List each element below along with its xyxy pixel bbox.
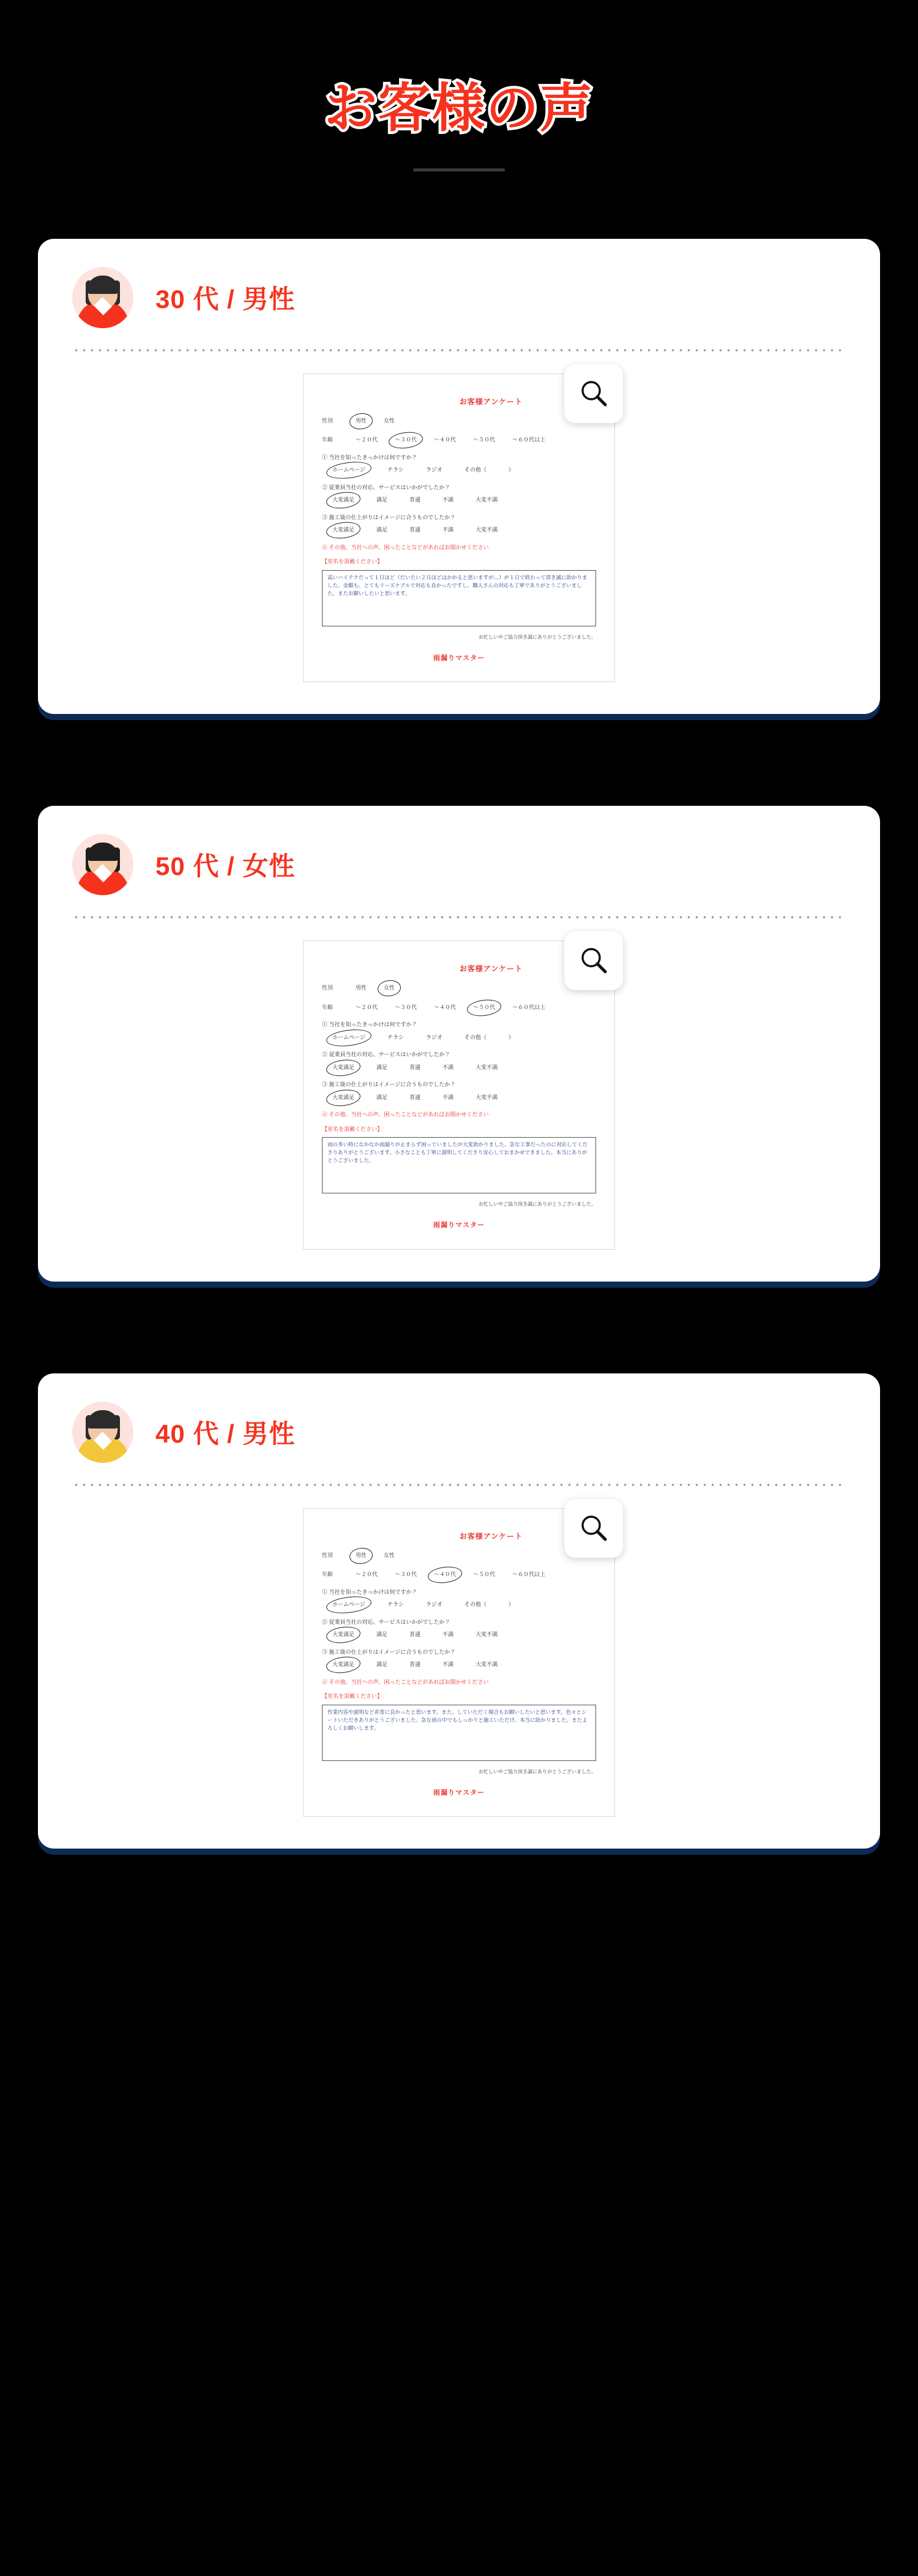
survey_common.gender_options-option[interactable]: 女性 bbox=[384, 1552, 395, 1558]
survey_common.q3_options-option[interactable]: 満足 bbox=[376, 1094, 388, 1100]
magnifier-icon[interactable] bbox=[564, 1499, 623, 1558]
survey_common.q1_options-option[interactable]: ） bbox=[508, 467, 514, 473]
survey_common.q1_options-option[interactable]: ホームページ bbox=[328, 1599, 370, 1610]
gender-row bbox=[322, 1550, 596, 1561]
testimonial-50s-female bbox=[38, 806, 880, 1282]
card-divider bbox=[72, 349, 846, 351]
survey_common.q3_options-option[interactable]: 普通 bbox=[409, 527, 421, 533]
survey_common.age_options-option[interactable]: ～２０代 bbox=[356, 1004, 378, 1010]
question-2-answers bbox=[322, 495, 596, 506]
question-2: ② 従業員当社の対応、サービスはいかがでしたか？ bbox=[322, 1618, 450, 1625]
brand-name: 雨漏りマスター bbox=[433, 1789, 485, 1797]
avatar bbox=[72, 1402, 133, 1463]
comment-text: 雨の多い時になかなか雨漏りが止まらず困っていましたが大変助かりました。急な工事だったのに対応してくださりありがとうございます。小さなことも丁寧に説明してくださり安心しておまかせできました。本当にありがとうございました。 bbox=[322, 1137, 596, 1193]
survey-title: お客様アンケート bbox=[459, 1531, 523, 1541]
survey_common.age_options-option[interactable]: ～４０代 bbox=[434, 437, 457, 443]
gender-label: 性別 bbox=[322, 985, 334, 991]
survey_common.q3_options-option[interactable]: 大変不満 bbox=[476, 1094, 498, 1100]
survey_common.age_options-option[interactable]: ～４０代 bbox=[430, 1569, 460, 1580]
survey_common.q3_options-option[interactable]: 大変満足 bbox=[328, 525, 359, 536]
comment-text: 作業内容や説明など非常に良かったと思います。また、していただく場合もお願いしたいと思います。色々とシートいただきありがとうございました。急な雨の中でもしっかりと施工いただけ、本当に助かりました。またよろしくお願いします。 bbox=[322, 1705, 596, 1761]
testimonial-card-list bbox=[0, 239, 918, 1923]
survey_common.q1_options-option[interactable]: ラジオ bbox=[425, 467, 442, 473]
card-header bbox=[72, 1402, 846, 1463]
avatar bbox=[72, 834, 133, 895]
survey_common.q2_options-option[interactable]: 不満 bbox=[442, 497, 454, 503]
survey_common.q3_options-option[interactable]: 大変不満 bbox=[476, 1661, 498, 1668]
survey_common.age_options-option[interactable]: ～５０代 bbox=[473, 437, 496, 443]
survey_common.q3_options-option[interactable]: 不満 bbox=[442, 1661, 454, 1668]
thanks-text: お忙しい中ご協力頂き誠にありがとうございました。 bbox=[479, 1201, 596, 1207]
question-3-answers bbox=[322, 1092, 596, 1103]
survey_common.q2_options-option[interactable]: 大変不満 bbox=[476, 497, 498, 503]
age-label: 年齢 bbox=[322, 1004, 334, 1010]
card-title: 50 代 / 女性 bbox=[155, 852, 296, 881]
testimonial-30s-male bbox=[38, 239, 880, 715]
comment-text: 高いハイテクだって１日ほど（だいたい２日ほどはかかると思いますが…）が１日で終わって頂き誠に助かりました。金額も、とてもリーズナブルで対応も良かったですし、職人さんの対応も丁寧でありがとうございました。またお願いしたいと思います。 bbox=[322, 570, 596, 626]
gender-label: 性別 bbox=[322, 1552, 334, 1558]
survey_common.q3_options-option[interactable]: 不満 bbox=[442, 527, 454, 533]
survey_common.age_options-option[interactable]: ～２０代 bbox=[356, 1571, 378, 1578]
survey_common.q2_options-option[interactable]: 不満 bbox=[442, 1631, 454, 1638]
survey_common.q1_options-option[interactable]: ラジオ bbox=[425, 1034, 442, 1040]
survey_common.q1_options-option[interactable]: ホームページ bbox=[328, 1032, 370, 1043]
card-divider bbox=[72, 1484, 846, 1486]
question-3: ③ 施工後の仕上がりはイメージに合うものでしたか？ bbox=[322, 1648, 456, 1655]
avatar-hair bbox=[87, 276, 119, 294]
thanks-text: お忙しい中ご協力頂き誠にありがとうございました。 bbox=[479, 1768, 596, 1774]
survey-title: お客様アンケート bbox=[459, 397, 523, 406]
survey_common.q3_options-option[interactable]: 大変不満 bbox=[476, 527, 498, 533]
question-1-answers bbox=[322, 1032, 596, 1043]
age-label: 年齢 bbox=[322, 437, 334, 443]
survey_common.age_options-option[interactable]: ～２０代 bbox=[356, 437, 378, 443]
question-2: ② 従業員当社の対応、サービスはいかがでしたか？ bbox=[322, 484, 450, 490]
gender-label: 性別 bbox=[322, 417, 334, 424]
age-row bbox=[322, 1569, 596, 1580]
survey-sheet[interactable] bbox=[303, 374, 615, 683]
survey_common.q1_options-option[interactable]: ） bbox=[508, 1034, 514, 1040]
question-4: ④ その他、当社への声、困ったことなどがあればお聞かせください bbox=[322, 544, 489, 550]
survey_common.q1_options-option[interactable]: チラシ bbox=[387, 1601, 404, 1608]
survey_common.gender_options-option[interactable]: 男性 bbox=[356, 985, 367, 991]
card-title: 30 代 / 男性 bbox=[155, 284, 296, 314]
question-1-answers bbox=[322, 465, 596, 476]
age-row bbox=[322, 435, 596, 446]
survey_common.q3_options-option[interactable]: 普通 bbox=[409, 1094, 421, 1100]
avatar-hair bbox=[87, 1410, 119, 1429]
card-header bbox=[72, 267, 846, 328]
comment-note: 【室名を頂戴ください】 bbox=[322, 1125, 383, 1132]
gender-row bbox=[322, 416, 596, 427]
survey_common.q3_options-option[interactable]: 不満 bbox=[442, 1094, 454, 1100]
survey_common.q2_options-option[interactable]: 満足 bbox=[376, 497, 388, 503]
question-1-answers bbox=[322, 1599, 596, 1610]
survey_common.q2_options-option[interactable]: 大変満足 bbox=[328, 1062, 359, 1073]
survey_common.age_options-option[interactable]: ～６０代以上 bbox=[512, 1571, 546, 1578]
survey_common.age_options-option[interactable]: ～５０代 bbox=[469, 1002, 499, 1013]
survey_common.q1_options-option[interactable]: その他（ bbox=[464, 1601, 487, 1608]
question-3-answers bbox=[322, 1659, 596, 1670]
survey_common.q2_options-option[interactable]: 満足 bbox=[376, 1631, 388, 1638]
survey_common.q2_options-option[interactable]: 大変不満 bbox=[476, 1064, 498, 1070]
survey_common.age_options-option[interactable]: ～４０代 bbox=[434, 1004, 457, 1010]
age-row bbox=[322, 1002, 596, 1013]
survey_common.q2_options-option[interactable]: 大変不満 bbox=[476, 1631, 498, 1638]
survey_common.q2_options-option[interactable]: 不満 bbox=[442, 1064, 454, 1070]
card-divider bbox=[72, 916, 846, 918]
survey_common.q1_options-option[interactable]: ラジオ bbox=[425, 1601, 442, 1608]
survey_common.q1_options-option[interactable]: その他（ bbox=[464, 467, 487, 473]
survey_common.age_options-option[interactable]: ～３０代 bbox=[395, 1004, 417, 1010]
survey_common.age_options-option[interactable]: ～３０代 bbox=[390, 435, 421, 446]
survey-title: お客様アンケート bbox=[459, 964, 523, 974]
question-4: ④ その他、当社への声、困ったことなどがあればお聞かせください bbox=[322, 1678, 489, 1685]
comment-note: 【室名を頂戴ください】 bbox=[322, 1693, 383, 1700]
survey_common.q2_options-option[interactable]: 大変満足 bbox=[328, 1629, 359, 1640]
survey_common.q3_options-option[interactable]: 大変満足 bbox=[328, 1092, 359, 1103]
brand-name: 雨漏りマスター bbox=[433, 1222, 485, 1230]
question-4: ④ その他、当社への声、困ったことなどがあればお聞かせください bbox=[322, 1111, 489, 1118]
survey_common.q2_options-option[interactable]: 普通 bbox=[409, 1064, 421, 1070]
survey_common.q1_options-option[interactable]: チラシ bbox=[387, 1034, 404, 1040]
question-1: ① 当社を知ったきっかけは何ですか？ bbox=[322, 454, 417, 460]
card-header bbox=[72, 834, 846, 895]
card-title: 40 代 / 男性 bbox=[155, 1419, 296, 1448]
survey-sheet[interactable] bbox=[303, 1508, 615, 1817]
page-title: お客様の声 bbox=[324, 79, 594, 138]
survey_common.age_options-option[interactable]: ～６０代以上 bbox=[512, 1004, 546, 1010]
survey_common.gender_options-option[interactable]: 女性 bbox=[384, 417, 395, 424]
survey_common.q1_options-option[interactable]: ホームページ bbox=[328, 465, 370, 476]
brand-name: 雨漏りマスター bbox=[433, 654, 485, 662]
magnifier-icon[interactable] bbox=[564, 364, 623, 423]
age-label: 年齢 bbox=[322, 1571, 334, 1578]
survey_common.q3_options-option[interactable]: 満足 bbox=[376, 527, 388, 533]
survey-sheet[interactable] bbox=[303, 941, 615, 1250]
comment-note: 【室名を頂戴ください】 bbox=[322, 558, 383, 565]
survey_common.age_options-option[interactable]: ～６０代以上 bbox=[512, 437, 546, 443]
survey_common.q1_options-option[interactable]: ） bbox=[508, 1601, 514, 1608]
survey_common.q3_options-option[interactable]: 満足 bbox=[376, 1661, 388, 1668]
question-1: ① 当社を知ったきっかけは何ですか？ bbox=[322, 1588, 417, 1595]
question-2-answers bbox=[322, 1062, 596, 1073]
survey_common.gender_options-option[interactable]: 男性 bbox=[351, 1550, 371, 1561]
magnifier-icon[interactable] bbox=[564, 931, 623, 990]
title-underline bbox=[413, 168, 505, 171]
survey_common.q1_options-option[interactable]: その他（ bbox=[464, 1034, 487, 1040]
survey_common.q3_options-option[interactable]: 大変満足 bbox=[328, 1659, 359, 1670]
page-header bbox=[0, 0, 918, 171]
survey_common.q1_options-option[interactable]: チラシ bbox=[387, 467, 404, 473]
survey_common.gender_options-option[interactable]: 男性 bbox=[351, 416, 371, 427]
question-2-answers bbox=[322, 1629, 596, 1640]
thanks-text: お忙しい中ご協力頂き誠にありがとうございました。 bbox=[479, 634, 596, 640]
testimonial-40s-male bbox=[38, 1373, 880, 1849]
survey-image-wrap bbox=[72, 941, 846, 1250]
survey-image-wrap bbox=[72, 1508, 846, 1817]
survey-image-wrap bbox=[72, 374, 846, 683]
question-3: ③ 施工後の仕上がりはイメージに合うものでしたか？ bbox=[322, 1081, 456, 1088]
survey_common.age_options-option[interactable]: ～５０代 bbox=[473, 1571, 496, 1578]
question-3-answers bbox=[322, 525, 596, 536]
question-1: ① 当社を知ったきっかけは何ですか？ bbox=[322, 1021, 417, 1028]
survey_common.age_options-option[interactable]: ～３０代 bbox=[395, 1571, 417, 1578]
avatar bbox=[72, 267, 133, 328]
gender-row bbox=[322, 983, 596, 994]
survey_common.q2_options-option[interactable]: 普通 bbox=[409, 1631, 421, 1638]
survey_common.q2_options-option[interactable]: 大変満足 bbox=[328, 495, 359, 506]
survey_common.q2_options-option[interactable]: 満足 bbox=[376, 1064, 388, 1070]
survey_common.q3_options-option[interactable]: 普通 bbox=[409, 1661, 421, 1668]
survey_common.gender_options-option[interactable]: 女性 bbox=[379, 983, 399, 994]
question-2: ② 従業員当社の対応、サービスはいかがでしたか？ bbox=[322, 1051, 450, 1058]
avatar-hair bbox=[87, 843, 119, 861]
survey_common.q2_options-option[interactable]: 普通 bbox=[409, 497, 421, 503]
question-3: ③ 施工後の仕上がりはイメージに合うものでしたか？ bbox=[322, 514, 456, 520]
